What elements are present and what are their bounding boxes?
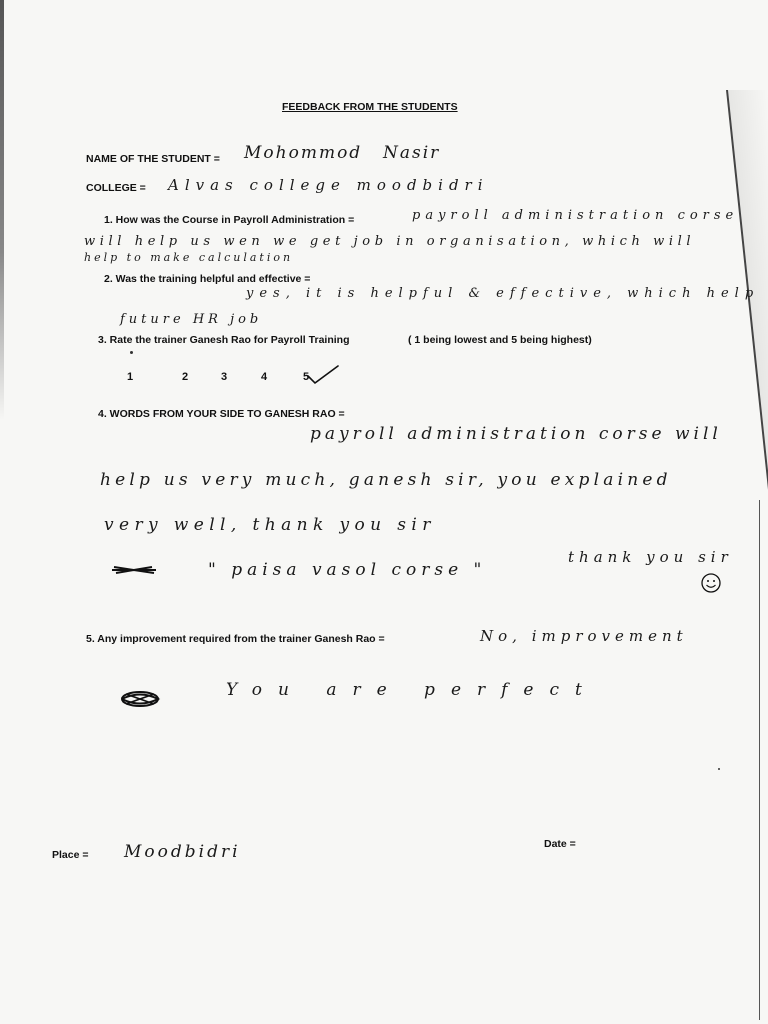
rating-option-1: 1: [127, 371, 134, 383]
form-title: FEEDBACK FROM THE STUDENTS: [282, 101, 458, 113]
student-name-first-handwritten: Mohommod: [244, 143, 363, 163]
crossed-out-word-scribble: [110, 563, 160, 577]
answer-4-line-1: payroll administration corse will: [310, 424, 722, 444]
answer-1-line-1: payroll administration corse: [412, 208, 739, 223]
college-handwritten: Alvas college moodbidri: [168, 176, 489, 194]
crossed-out-word-scribble: [118, 688, 162, 710]
answer-5-line-2: You are perfect: [226, 680, 598, 700]
smiley-face-icon: [700, 572, 722, 594]
answer-1-line-3: help to make calculation: [84, 251, 294, 264]
question-1-label: 1. How was the Course in Payroll Administration =: [104, 214, 355, 226]
question-3-scale-note: ( 1 being lowest and 5 being highest): [408, 334, 592, 346]
question-5-label: 5. Any improvement required from the trainer Ganesh Rao =: [86, 633, 385, 645]
rating-checkmark-icon: [306, 364, 340, 386]
answer-4-line-2: help us very much, ganesh sir, you explained: [100, 470, 672, 490]
rating-option-3: 3: [221, 371, 228, 383]
page-edge-shadow-left: [0, 0, 4, 420]
answer-1-line-2: will help us wen we get job in organisation, which will: [84, 234, 696, 249]
place-label: Place =: [52, 849, 89, 861]
date-label: Date =: [544, 838, 576, 850]
page-edge-right: [759, 500, 768, 1020]
question-2-label: 2. Was the training helpful and effective =: [104, 273, 311, 285]
answer-5-line-1: No, improvement: [480, 627, 688, 645]
question-3-label: 3. Rate the trainer Ganesh Rao for Payroll Training: [98, 334, 350, 346]
answer-2-line-1: yes, it is helpful & effective, which help: [246, 286, 760, 301]
student-name-last-handwritten: Nasir: [383, 143, 441, 163]
answer-2-line-2: future HR job: [120, 312, 263, 327]
answer-4-line-3: very well, thank you sir: [104, 515, 436, 535]
student-name-label: NAME OF THE STUDENT =: [86, 153, 220, 165]
ink-dot: [718, 768, 720, 770]
rating-option-5: 5: [303, 371, 310, 383]
answer-4-line-4-quote: " paisa vasol corse ": [208, 560, 487, 580]
place-handwritten: Moodbidri: [124, 842, 241, 862]
ink-dot: [130, 351, 133, 354]
question-4-label: 4. WORDS FROM YOUR SIDE TO GANESH RAO =: [98, 408, 345, 420]
college-label: COLLEGE =: [86, 182, 146, 194]
rating-option-4: 4: [261, 371, 268, 383]
rating-option-2: 2: [182, 371, 189, 383]
answer-4-line-4-thanks: thank you sir: [568, 548, 733, 566]
